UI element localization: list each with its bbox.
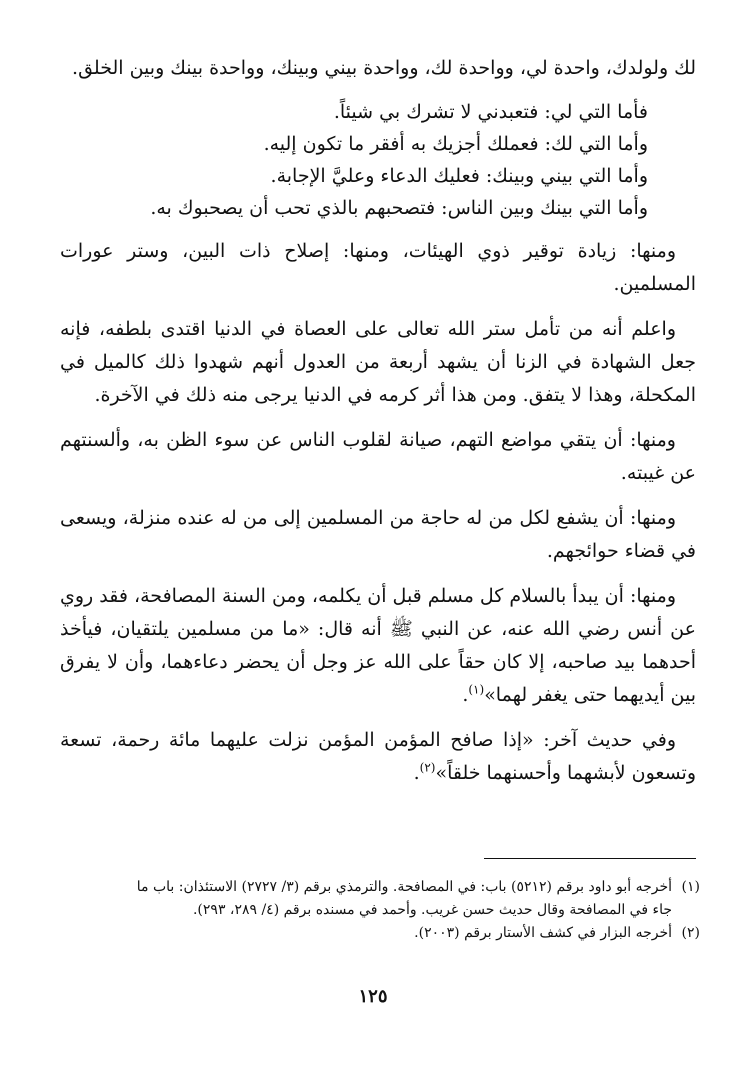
list-item: وأما التي لك: فعملك أجزيك به أفقر ما تكون إليه. [263,133,648,155]
footnote-1 [56,876,700,899]
paragraph-4 [60,424,696,490]
paragraph-1 [60,52,696,85]
footnote-ref-2[interactable]: (٢) [419,760,436,775]
footnote-2-line-1: أخرجه البزار في كشف الأستار برقم (٢٠٠٣). [414,925,672,941]
list-item: وأما التي بينك وبين الناس: فتصحبهم بالذي تحب أن يصحبوك به. [150,197,648,219]
footnotes [56,876,700,945]
paragraph-7-text: وفي حديث آخر: «إذا صافح المؤمن المؤمن نزلت عليهما مائة رحمة، تسعة وتسعون لأبشهما وأحسنهما خلقاً» [60,729,696,784]
paragraph-6-end: . [462,684,469,706]
paragraph-4-text: ومنها: أن يتقي مواضع التهم، صيانة لقلوب الناس عن سوء الظن به، وألسنتهم عن غيبته. [60,429,696,484]
hadith-list [60,97,696,223]
footnote-1-number: (١) [681,879,700,895]
paragraph-5-text: ومنها: أن يشفع لكل من له حاجة من المسلمين إلى من له عنده منزلة، ويسعى في قضاء حوائجهم. [60,507,696,562]
footnote-1-line-1: أخرجه أبو داود برقم (٥٢١٢) باب: في المصافحة. والترمذي برقم (٣/ ٢٧٢٧) الاستئذان: باب ما [136,879,672,895]
paragraph-7-end: . [413,762,420,784]
paragraph-6 [60,580,696,712]
paragraph-5 [60,502,696,568]
paragraph-3 [60,313,696,412]
paragraph-3-text: واعلم أنه من تأمل ستر الله تعالى على العصاة في الدنيا اقتدى بلطفه، فإنه جعل الشهادة في الزنا أن يشهد أربعة من العدول أنهم شهدوا ذلك كالميل في المكحلة، وهذا لا يتفق. ومن هذا أثر كرمه في الدنيا يرجى منه ذلك في الآخرة. [60,318,696,406]
footnote-1-line-2: جاء في المصافحة وقال حديث حسن غريب. وأحمد في مسنده برقم (٤/ ٢٨٩، ٢٩٣). [192,902,672,918]
paragraph-7 [60,724,696,790]
footnote-2-number: (٢) [681,925,700,941]
footnote-2 [56,922,700,945]
footnote-1-continuation [56,899,700,922]
footnote-divider [484,858,696,859]
footnote-ref-1[interactable]: (١) [468,682,485,697]
page-number: ١٢٥ [358,986,388,1007]
list-item: فأما التي لي: فتعبدني لا تشرك بي شيئاً. [333,101,648,123]
paragraph-1-text: لك ولولدك، واحدة لي، وواحدة لك، وواحدة بيني وبينك، وواحدة بينك وبين الخلق. [72,57,696,79]
paragraph-2 [60,235,696,301]
paragraph-6-text: ومنها: أن يبدأ بالسلام كل مسلم قبل أن يكلمه، ومن السنة المصافحة، فقد روي عن أنس رضي الله عنه، عن النبي ﷺ أنه قال: «ما من مسلمين يلتقيان، فيأخذ أحدهما بيد صاحبه، إلا كان حقاً على الله عز وجل أن يحضر دعاءهما، وأن لا يفرق بين أيديهما حتى يغفر لهما» [60,585,696,706]
list-item: وأما التي بيني وبينك: فعليك الدعاء وعليَّ الإجابة. [270,165,648,187]
paragraph-2-text: ومنها: زيادة توقير ذوي الهيئات، ومنها: إصلاح ذات البين، وستر عورات المسلمين. [60,240,696,295]
page-body [60,52,696,802]
